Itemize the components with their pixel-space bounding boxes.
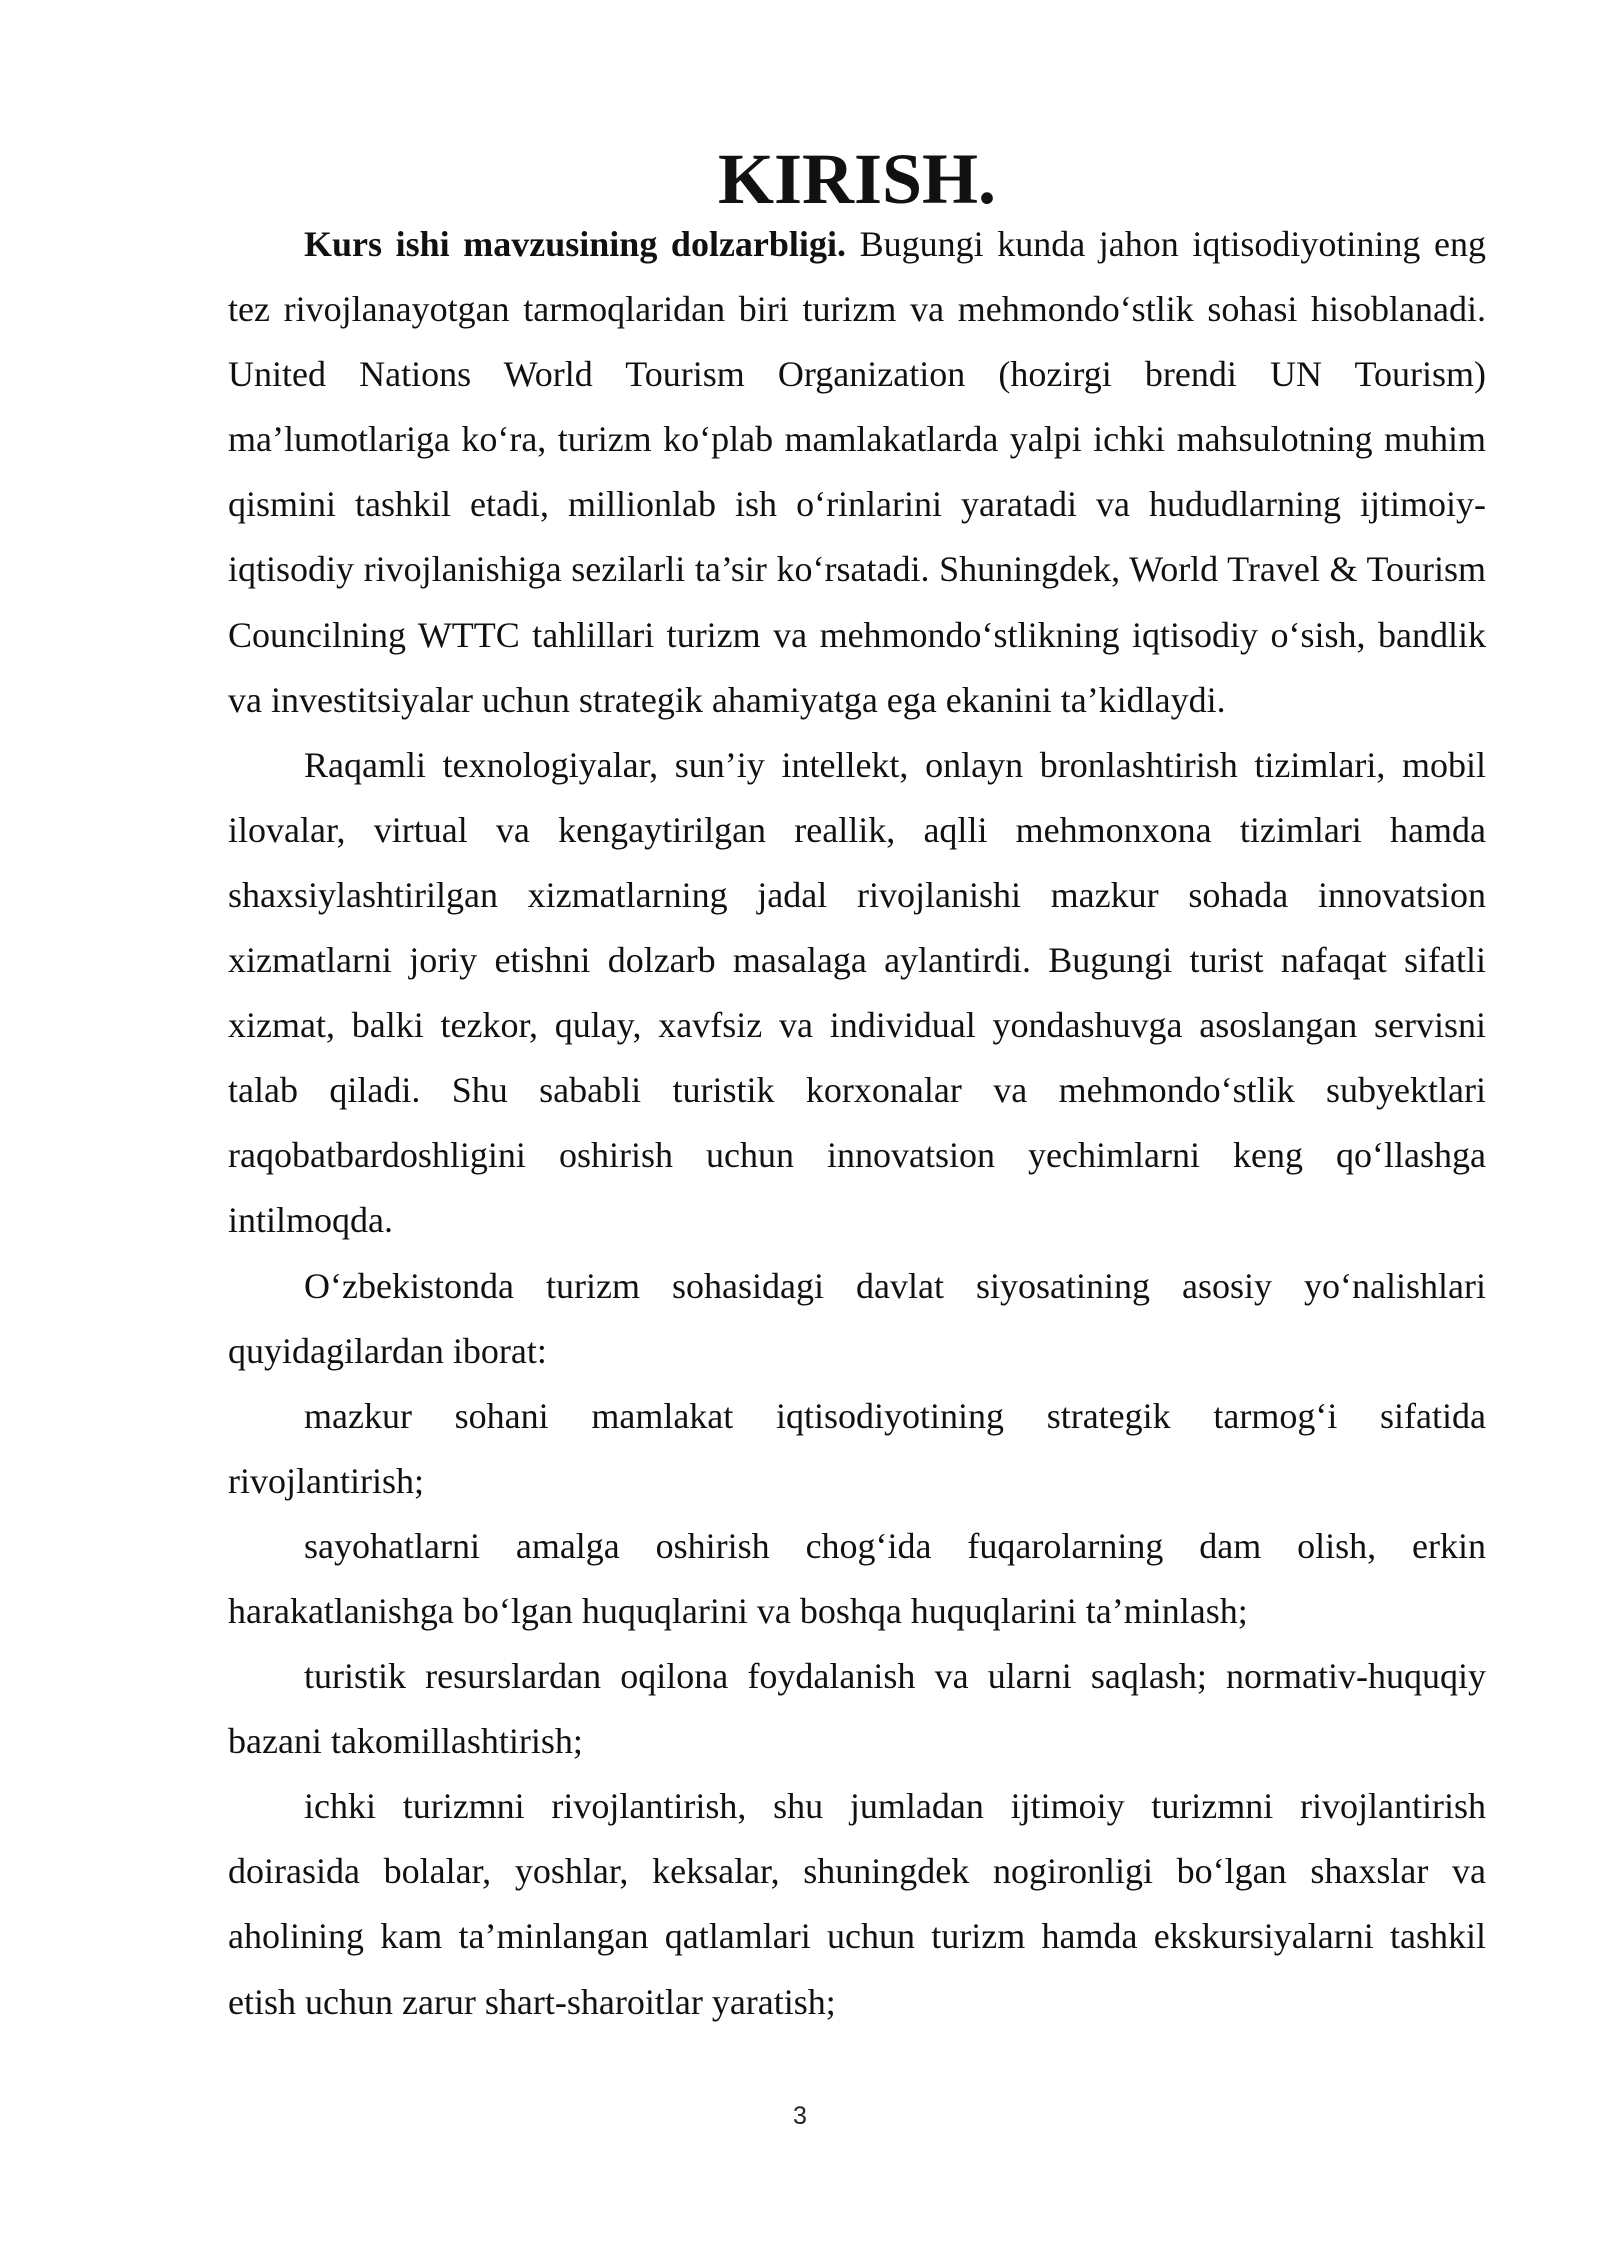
paragraph-lead-title: Kurs ishi mavzusining dolzarbligi. [304, 224, 846, 264]
list-item-citizen-rights: sayohatlarni amalga oshirish chog‘ida fuqarolarning dam olish, erkin harakatlanishga bo‘lgan huquqlarini va boshqa huquqlarini ta’minlash; [228, 1525, 1486, 1631]
paragraph-policy-intro: O‘zbekistonda turizm sohasidagi davlat siyosatining asosiy yo‘nalishlari quyidagilardan iborat: [228, 1265, 1486, 1371]
paragraph-text: Bugungi kunda jahon iqtisodiyotining eng tez rivojlanayotgan tarmoqlaridan biri turizm va mehmondo‘stlik sohasi hisoblanadi. United Nations World Tourism Organization (hozirgi brendi UN Tourism) ma’lumotlariga ko‘ra, turizm ko‘plab mamlakatlarda yalpi ichki mahsulotning muhim qismini tashkil etadi, millionlab ish o‘rinlarini yaratadi va hududlarning ijtimoiy-iqtisodiy rivojlanishiga sezilarli ta’sir ko‘rsatadi. Shuningdek, World Travel & Tourism Councilning WTTC tahlillari turizm va mehmondo‘stlikning iqtisodiy o‘sish, bandlik va investitsiyalar uchun strategik ahamiyatga ega ekanini ta’kidlaydi. [228, 224, 1486, 720]
list-item-resources: turistik resurslardan oqilona foydalanish va ularni saqlash; normativ-huquqiy bazani takomillashtirish; [228, 1656, 1486, 1762]
paragraph-relevance [228, 212, 1486, 733]
list-item-strategic-sector: mazkur sohani mamlakat iqtisodiyotining strategik tarmog‘i sifatida rivojlantirish; [228, 1395, 1486, 1501]
page-number: 3 [793, 2102, 807, 2130]
section-heading: KIRISH. [717, 139, 997, 219]
list-item-domestic-tourism: ichki turizmni rivojlantirish, shu jumladan ijtimoiy turizmni rivojlantirish doirasida bolalar, yoshlar, keksalar, shuningdek nogironligi bo‘lgan shaxslar va aholining kam ta’minlangan qatlamlari uchun turizm hamda ekskursiyalarni tashkil etish uchun zarur shart-sharoitlar yaratish; [228, 1786, 1486, 2022]
page-content [228, 139, 1486, 2035]
paragraph-digital-technologies: Raqamli texnologiyalar, sun’iy intellekt, onlayn bronlashtirish tizimlari, mobil ilovalar, virtual va kengaytirilgan reallik, aqlli mehmonxona tizimlari hamda shaxsiylashtirilgan xizmatlarning jadal rivojlanishi mazkur sohada innovatsion xizmatlarni joriy etishni dolzarb masalaga aylantirdi. Bugungi turist nafaqat sifatli xizmat, balki tezkor, qulay, xavfsiz va individual yondashuvga asoslangan servisni talab qiladi. Shu sababli turistik korxonalar va mehmondo‘stlik subyektlari raqobatbardoshligini oshirish uchun innovatsion yechimlarni keng qo‘llashga intilmoqda. [228, 744, 1486, 1241]
